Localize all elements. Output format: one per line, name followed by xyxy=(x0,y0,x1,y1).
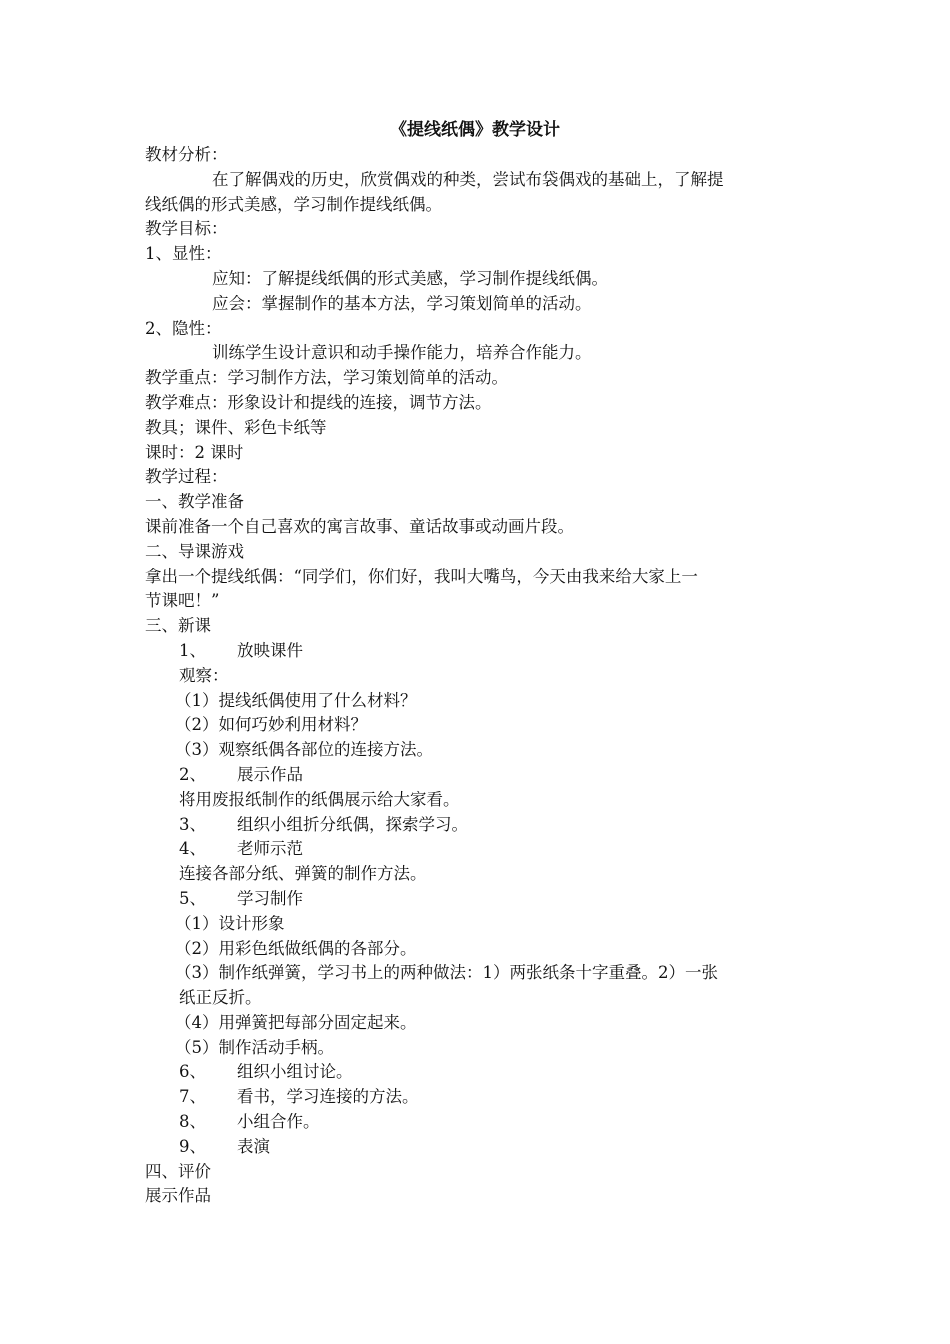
list-item-text: 看书，学习连接的方法。 xyxy=(237,1087,419,1107)
list-item-text: 组织小组讨论。 xyxy=(237,1062,353,1082)
list-item-text: 学习制作 xyxy=(237,888,303,908)
goal-heading-explicit: 1、显性： xyxy=(145,244,222,264)
list-item xyxy=(145,1110,815,1135)
paragraph-line: 观察： xyxy=(179,665,229,685)
list-number: 3、 xyxy=(179,814,206,834)
list-item xyxy=(145,1135,815,1160)
list-number: 1、 xyxy=(179,640,206,660)
step-heading-evaluation: 四、评价 xyxy=(145,1161,211,1181)
goal-item: 应会：掌握制作的基本方法，学习策划简单的活动。 xyxy=(212,293,592,313)
list-number: 6、 xyxy=(179,1062,206,1082)
sub-item: （1）设计形象 xyxy=(175,913,285,933)
list-number: 7、 xyxy=(179,1087,206,1107)
sub-item: （2）用彩色纸做纸偶的各部分。 xyxy=(175,938,417,958)
sub-item-continuation: 纸正反折。 xyxy=(179,988,262,1008)
paragraph-line: 将用废报纸制作的纸偶展示给大家看。 xyxy=(179,789,460,809)
list-item xyxy=(145,1060,815,1085)
step-heading-preparation: 一、教学准备 xyxy=(145,492,244,512)
paragraph-line: 拿出一个提线纸偶：“同学们，你们好，我叫大嘴鸟，今天由我来给大家上一 xyxy=(145,566,698,586)
paragraph-line: 课前准备一个自己喜欢的寓言故事、童话故事或动画片段。 xyxy=(145,516,574,536)
list-item xyxy=(145,763,815,788)
teaching-aids: 教具；课件、彩色卡纸等 xyxy=(145,417,327,437)
goal-item: 应知：了解提线纸偶的形式美感，学习制作提线纸偶。 xyxy=(212,268,608,288)
section-heading-teaching-goals: 教学目标： xyxy=(145,219,228,239)
list-item xyxy=(145,837,815,862)
list-number: 2、 xyxy=(179,764,206,784)
list-item-text: 表演 xyxy=(237,1136,270,1156)
step-heading-new-lesson: 三、新课 xyxy=(145,616,211,636)
goal-heading-implicit: 2、隐性： xyxy=(145,318,222,338)
sub-item: （3）观察纸偶各部位的连接方法。 xyxy=(175,740,433,760)
list-item-text: 组织小组折分纸偶，探索学习。 xyxy=(237,814,468,834)
sub-item: （2）如何巧妙利用材料？ xyxy=(175,715,367,735)
section-heading-process: 教学过程： xyxy=(145,467,228,487)
list-item-text: 放映课件 xyxy=(237,640,303,660)
key-points: 教学重点：学习制作方法，学习策划简单的活动。 xyxy=(145,368,508,388)
difficult-points: 教学难点：形象设计和提线的连接，调节方法。 xyxy=(145,392,492,412)
paragraph-line: 连接各部分纸、弹簧的制作方法。 xyxy=(179,864,427,884)
list-number: 9、 xyxy=(179,1136,206,1156)
list-item-text: 老师示范 xyxy=(237,839,303,859)
document-title: 《提线纸偶》教学设计 xyxy=(390,120,560,140)
sub-item: （5）制作活动手柄。 xyxy=(175,1037,334,1057)
paragraph-line: 在了解偶戏的历史，欣赏偶戏的种类，尝试布袋偶戏的基础上，了解提 xyxy=(212,169,724,189)
sub-item: （4）用弹簧把每部分固定起来。 xyxy=(175,1012,417,1032)
sub-item: （3）制作纸弹簧，学习书上的两种做法：1）两张纸条十字重叠。2）一张 xyxy=(175,963,718,983)
paragraph-line: 线纸偶的形式美感，学习制作提线纸偶。 xyxy=(145,194,442,214)
step-heading-intro-game: 二、导课游戏 xyxy=(145,541,244,561)
class-hours: 课时：2 课时 xyxy=(145,442,244,462)
list-number: 8、 xyxy=(179,1112,206,1132)
list-item-text: 小组合作。 xyxy=(237,1112,320,1132)
paragraph-line: 节课吧！” xyxy=(145,591,220,611)
section-heading-material-analysis: 教材分析： xyxy=(145,145,228,164)
list-item xyxy=(145,887,815,912)
list-item xyxy=(145,813,815,838)
list-number: 5、 xyxy=(179,888,206,908)
document-body xyxy=(145,143,815,1209)
list-item-text: 展示作品 xyxy=(237,764,303,784)
goal-item: 训练学生设计意识和动手操作能力，培养合作能力。 xyxy=(212,343,592,363)
list-item xyxy=(145,1085,815,1110)
paragraph-line: 展示作品 xyxy=(145,1186,211,1206)
list-number: 4、 xyxy=(179,839,206,859)
list-item xyxy=(145,639,815,664)
sub-item: （1）提线纸偶使用了什么材料？ xyxy=(175,690,417,710)
